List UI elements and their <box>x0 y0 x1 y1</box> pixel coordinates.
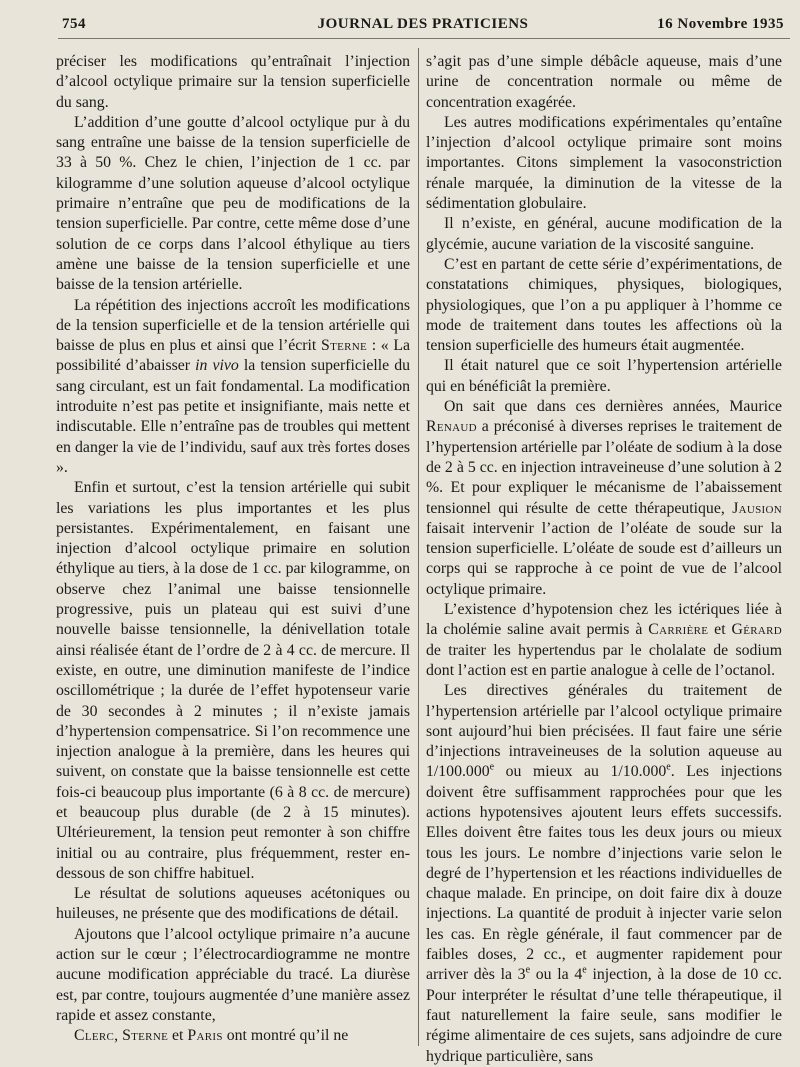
paragraph-text: ou la 4 <box>530 966 583 984</box>
paragraph: Il n’existe, en général, aucune modification de la glycémie, aucune variation de la viscosité sanguine. <box>426 215 782 253</box>
paragraph-text: la tension superficielle du sang circulant, est un fait fondamental. La modification introduite n’est pas petite et insignifiante, mais nette et indiscutable. Elle n’entraîne pas de troubles qui mettent en danger la vie de l’individu, sauf aux très fortes doses ». <box>56 357 410 476</box>
journal-title: JOURNAL DES PRATICIENS <box>317 16 529 32</box>
paragraph-text: faisait intervenir l’action de l’oléate de soude sur la tension superficielle. L’oléate de soude est d’ailleurs un corps qui se rapproche à ce point de vue de l’alcool octylique primaire. <box>426 519 782 598</box>
page-header <box>62 14 784 38</box>
paragraph: Enfin et surtout, c’est la tension artérielle qui subit les variations les plus importantes et les plus persistantes. Expérimentalement, en faisant une injection d’alcool octylique primaire en solution éthylique au tiers, à la dose de 1 cc. par kilogramme, on observe chez l’animal une baisse tensionnelle progressive, puis un plateau qui est suivi d’une nouvelle baisse tensionnelle, la dénivellation totale ainsi réalisée étant de l’ordre de 2 à 4 cc. de mercure. Il existe, en outre, une diminution manifeste de l’indice oscillométrique ; la durée de l’effet hypotenseur varie de 30 secondes à 2 minutes ; il n’existe jamais d’hypertension compensatrice. Si l’on recommence une injection analogue à la première, dans les heures qui suivent, on constate que la baisse tensionnelle est cette fois-ci beaucoup plus importante (6 à 8 cc. de mercure) et beaucoup plus durable (de 2 à 15 minutes). Ultérieurement, la tension peut remonter à son chiffre initial ou au contraire, plus fréquemment, rester en-dessous de son chiffre habituel. <box>56 479 410 882</box>
paragraph: L’addition d’une goutte d’alcool octylique pur à du sang entraîne une baisse de la tension superficielle de 33 à 50 %. Chez le chien, l’injection de 1 cc. par kilogramme d’une solution aqueuse d’alcool octylique primaire n’entraîne que peu de modifications de la tension superficielle. Par contre, cette même dose d’une solution de ce corps dans l’alcool éthylique au tiers amène une baisse de la tension superficielle et une baisse de la tension artérielle. <box>56 113 410 294</box>
column-divider <box>418 48 419 1046</box>
left-column <box>56 52 410 1047</box>
paragraph <box>426 600 782 681</box>
paragraph: s’agit pas d’une simple débâcle aqueuse, mais d’une urine de concentration normale ou même de concentration exagérée. <box>426 53 782 111</box>
author-name: Jausion <box>732 499 782 517</box>
paragraph-text: Les directives générales du traitement de l’hypertension artérielle par l’alcool octylique primaire sont aujourd’hui bien précisées. Il faut faire une série d’injections intraveineuses de la solution aqueuse au 1/100.000 <box>426 682 782 781</box>
author-name: Sterne <box>122 1027 169 1045</box>
author-name: Clerc <box>74 1027 115 1045</box>
paragraph: Le résultat de solutions aqueuses acétoniques ou huileuses, ne présente que des modifications de détail. <box>56 885 410 923</box>
header-rule <box>58 38 790 39</box>
author-name: Sterne <box>320 337 368 355</box>
author-name: Renaud <box>426 418 477 436</box>
page-number: 754 <box>62 16 86 32</box>
paragraph-text: et <box>708 621 726 639</box>
right-column <box>426 52 782 1067</box>
paragraph <box>56 1026 410 1046</box>
paragraph: Les autres modifications expérimentales qu’entaîne l’injection d’alcool octylique primaire sont moins importantes. Citons simplement la vasoconstriction rénale marquée, la diminution de la vitesse de la sédimentation globulaire. <box>426 113 782 213</box>
paragraph-text: injection, à la dose de 10 cc. Pour interpréter le résultat d’une telle thérapeutique, il faut naturellement la faire seule, sans modifier le régime alimentaire de ces sujets, sans adjoindre de cure hydrique particulière, sans <box>426 966 782 1065</box>
paragraph: Ajoutons que l’alcool octylique primaire n’a aucune action sur le cœur ; l’électrocardiogramme ne montre aucune modification appréciable du tracé. La diurèse est, par contre, toujours augmentée d’une manière assez rapide et assez constante, <box>56 925 410 1024</box>
paragraph: C’est en partant de cette série d’expérimentations, de constatations chimiques, physiques, biologiques, physiologiques, que l’on a pu appliquer à l’homme ce mode de traitement dans toutes les affections où la tension superficielle des humeurs était augmentée. <box>426 255 782 355</box>
paragraph <box>426 681 782 1067</box>
paragraph-text: : « La possibilité d’abaisser <box>56 337 411 375</box>
paragraph <box>426 397 782 600</box>
ordinal-superscript: e <box>666 762 671 774</box>
paragraph <box>56 296 410 479</box>
separator: et <box>168 1027 188 1045</box>
author-name: Carrière <box>648 621 709 639</box>
author-name: Paris <box>187 1027 223 1045</box>
italic-term: in vivo <box>195 357 239 375</box>
paragraph-text: de traiter les hypertendus par le cholalate de sodium dont l’action est en partie analogue à celle de l’octanol. <box>426 641 782 679</box>
paragraph-text: La répétition des injections accroît les modifications de la tension superficielle et de la tension artérielle qui baisse de plus en plus et ainsi que l’écrit <box>56 296 410 355</box>
paragraph-text: . Les injections doivent être suffisamment rapprochées pour que les actions hypotensives ajoutent leurs effets successifs. Elles doivent être faites tous les deux jours ou mieux tous les jours. Le nombre d’injections varie selon le degré de l’hypertension et les réactions individuelles de chaque malade. En principe, on doit faire dix à douze injections. La quantité de produit à injecter varie selon les cas. En règle générale, il faut commencer par de faibles doses, 2 cc., et augmenter rapidement pour arriver dès la 3 <box>426 763 782 984</box>
paragraph: Il était naturel que ce soit l’hypertension artérielle qui en bénéficiât la première. <box>426 357 782 395</box>
paragraph-text: L’existence d’hypotension chez les ictériques liée à la cholémie saline avait permis à <box>426 601 782 639</box>
paragraph-text: a préconisé à diverses reprises le traitement de l’hypertension artérielle par l’oléate de sodium à la dose de 2 à 5 cc. en injection intraveineuse d’une solution à 2 %. Et pour expliquer le mécanisme de l’abaissement tensionnel qui résulte de cette thérapeutique, <box>426 418 782 517</box>
author-name: Gérard <box>731 621 782 639</box>
issue-date: 16 Novembre 1935 <box>657 16 784 32</box>
paragraph-text: ou mieux au 1/10.000 <box>494 763 667 781</box>
paragraph-text: On sait que dans ces dernières années, Maurice <box>444 398 782 416</box>
ordinal-superscript: e <box>582 965 587 977</box>
ordinal-superscript: e <box>525 965 531 977</box>
paragraph: préciser les modifications qu’entraînait l’injection d’alcool octylique primaire sur la tension superficielle du sang. <box>56 53 410 111</box>
separator: , <box>114 1027 123 1045</box>
paragraph-text: ont montré qu’il ne <box>222 1027 349 1045</box>
ordinal-superscript: e <box>489 762 495 774</box>
